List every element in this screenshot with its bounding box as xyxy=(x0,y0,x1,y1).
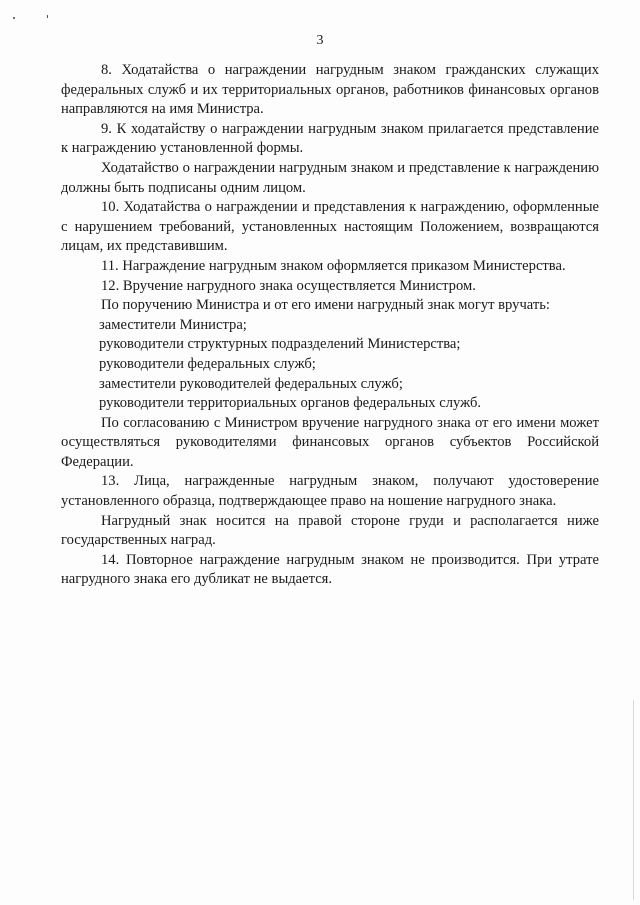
page-number: 3 xyxy=(316,33,324,48)
document-body xyxy=(61,61,599,590)
paragraph-13-wearing: Нагрудный знак носится на правой стороне груди и располагается ниже государственных наград. xyxy=(61,512,599,549)
paragraph-11: 11. Награждение нагрудным знаком оформляется приказом Министерства. xyxy=(101,257,566,274)
paragraph-12: 12. Вручение нагрудного знака осуществляется Министром. xyxy=(101,277,476,294)
paragraph-9: 9. К ходатайству о награждении нагрудным знаком прилагается представление к награждению установленной формы. xyxy=(61,120,599,157)
list-item: заместители Министра; xyxy=(99,316,247,333)
list-item: руководители структурных подразделений Министерства; xyxy=(99,336,461,353)
paragraph-10: 10. Ходатайства о награждении и представления к награждению, оформленные с нарушением требований, установленных настоящим Положением, возвращаются лицам, их представившим. xyxy=(61,199,599,255)
paragraph-13: 13. Лица, награжденные нагрудным знаком, получают удостоверение установленного образца, подтверждающее право на ношение нагрудного знака. xyxy=(61,473,599,510)
list-item: руководители федеральных служб; xyxy=(99,355,316,372)
paragraph-14: 14. Повторное награждение нагрудным знаком не производится. При утрате нагрудного знака его дубликат не выдается. xyxy=(61,551,599,588)
scan-speck xyxy=(47,15,48,18)
list-item: заместители руководителей федеральных служб; xyxy=(99,375,403,392)
scan-speck xyxy=(13,17,15,19)
list-item: руководители территориальных органов федеральных служб. xyxy=(99,395,482,412)
scan-edge xyxy=(633,700,634,900)
paragraph-9-signature: Ходатайство о награждении нагрудным знаком и представление к награждению должны быть подписаны одним лицом. xyxy=(61,159,599,196)
paragraph-8: 8. Ходатайства о награждении нагрудным знаком гражданских служащих федеральных служб и их территориальных органов, работников финансовых органов направляются на имя Министра. xyxy=(61,62,599,118)
paragraph-12-delegation: По поручению Министра и от его имени нагрудный знак могут вручать: xyxy=(101,297,550,314)
paragraph-12-agreement: По согласованию с Министром вручение нагрудного знака от его имени может осуществляться руководителями финансовых органов субъектов Российской Федерации. xyxy=(61,414,599,470)
